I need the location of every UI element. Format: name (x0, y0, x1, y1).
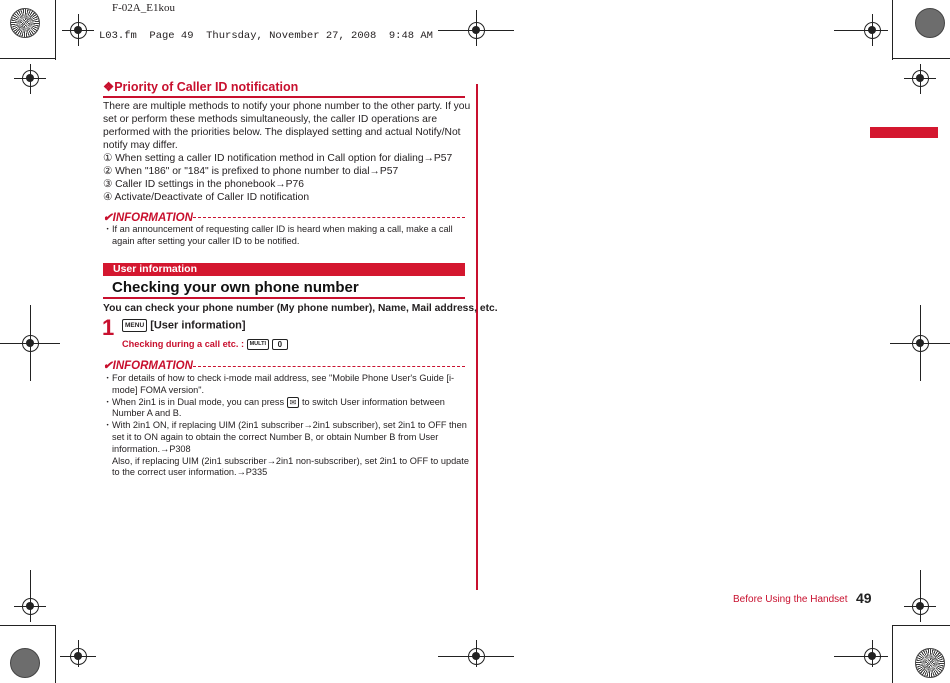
information-label: ✔INFORMATION (103, 212, 193, 224)
section-title-text: Priority of Caller ID notification (114, 80, 299, 94)
step-number: 1 (102, 315, 115, 340)
trim-line (0, 58, 56, 59)
information-line: With 2in1 ON, if replacing UIM (2in1 subscriber→2in1 subscriber), set 2in1 to OFF then (112, 420, 467, 431)
footer-section-name: Before Using the Handset (733, 594, 848, 605)
bullet-icon: ・ (103, 224, 113, 234)
bullet-icon: ・ (103, 420, 113, 431)
priority-item: ① When setting a caller ID notification method in Call option for dialing→P57 (103, 153, 453, 164)
information-line: set it to ON again to obtain the correct Number B, or obtain Number B from User (112, 431, 439, 442)
file-name: F-02A_E1kou (112, 2, 175, 14)
information-line: If an announcement of requesting caller ID is heard when making a call, make a call (112, 224, 453, 234)
section-lead: You can check your phone number (My phone number), Name, Mail address, etc. (103, 303, 498, 314)
title-underline (103, 96, 465, 98)
zero-key-icon: 0 (272, 339, 288, 350)
chapter-tab (870, 127, 938, 138)
trim-line (892, 625, 893, 683)
information-dash-rule (193, 217, 465, 218)
registration-rosette-icon (915, 8, 945, 38)
information-item (103, 224, 468, 248)
information-line: Also, if replacing UIM (2in1 subscriber→2in1 non-subscriber), set 2in1 to OFF to update (112, 455, 469, 466)
step-text: [User information] (150, 319, 246, 332)
during-call-label: Checking during a call etc. : (122, 339, 245, 349)
section-banner-text: User information (113, 263, 198, 275)
page-title-underline (103, 297, 465, 299)
page-number: 49 (856, 590, 872, 606)
priority-item: ② When "186" or "184" is prefixed to phone number to dial→P57 (103, 166, 399, 177)
registration-rosette-icon (915, 648, 945, 678)
section-title (103, 79, 298, 94)
menu-key-icon: MENU (122, 319, 147, 332)
intro-line: There are multiple methods to notify your phone number to the other party. If you (103, 101, 471, 112)
information-item (103, 373, 468, 397)
section-intro (103, 100, 473, 204)
diamond-bullet-icon: ❖ (103, 80, 115, 94)
information-line (112, 397, 468, 409)
intro-line: performed with the priorities below. The displayed setting and actual Notify/Not (103, 127, 461, 138)
bullet-icon: ・ (103, 373, 113, 383)
trim-line (892, 0, 893, 60)
information-line: Number A and B. (112, 408, 182, 419)
intro-line: set or perform these methods simultaneously, the caller ID operations are (103, 114, 438, 125)
bullet-icon: ・ (103, 396, 113, 407)
trim-line (892, 58, 950, 59)
intro-line: notify may differ. (103, 140, 178, 151)
information-item (103, 397, 468, 421)
during-call-note (122, 339, 288, 350)
section-banner (103, 263, 465, 276)
trim-line (55, 625, 56, 683)
priority-item: ④ Activate/Deactivate of Caller ID notification (103, 192, 310, 203)
information-list (103, 373, 468, 479)
multi-key-icon: MULTI (247, 339, 269, 350)
file-info: L03.fm Page 49 Thursday, November 27, 2008 9:48 AM (99, 30, 433, 42)
information-line: information.→P308 (112, 443, 191, 454)
information-item (103, 420, 468, 479)
information-line: For details of how to check i-mode mail address, see "Mobile Phone User's Guide [i- (112, 373, 455, 383)
priority-item: ③ Caller ID settings in the phonebook→P76 (103, 179, 304, 190)
registration-rosette-icon (10, 648, 40, 678)
trim-line (55, 0, 56, 60)
trim-line (0, 625, 56, 626)
information-line: mode] FOMA version". (112, 384, 205, 395)
page-title: Checking your own phone number (112, 279, 359, 296)
trim-line (892, 625, 950, 626)
registration-rosette-icon (10, 8, 40, 38)
information-text: When 2in1 is in Dual mode, you can press (112, 396, 285, 407)
column-divider (476, 84, 478, 590)
information-text: to switch User information between (301, 396, 445, 407)
mail-key-icon: ✉ (287, 397, 300, 408)
step-instruction (122, 319, 246, 332)
information-line: to the correct user information.→P335 (112, 467, 268, 478)
information-line: again after setting your caller ID to be notified. (112, 235, 300, 246)
information-dash-rule (193, 366, 465, 367)
information-label: ✔INFORMATION (103, 360, 193, 372)
